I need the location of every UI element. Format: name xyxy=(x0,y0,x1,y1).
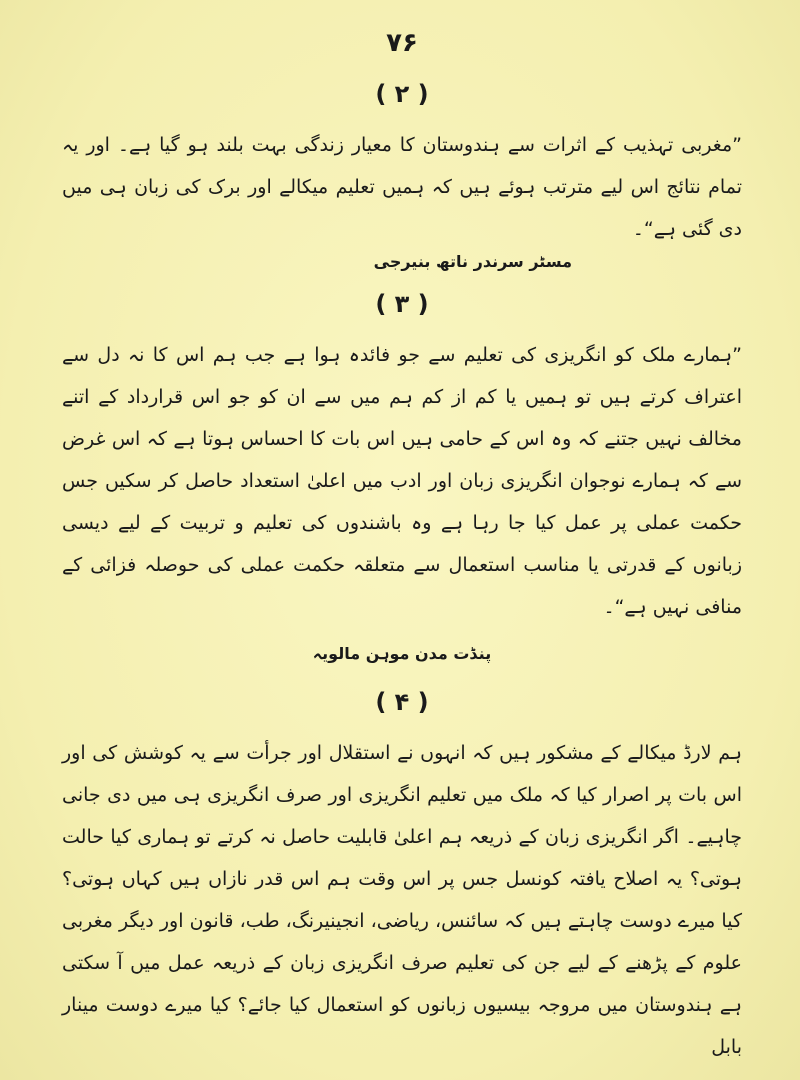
section-heading: ( ۲ ) xyxy=(375,80,429,108)
quote-paragraph: ”ہمارے ملک کو انگریزی کی تعلیم سے جو فائدہ ہوا ہے جب ہم اس کا نہ دل سے اعتراف کرتے ہیں تو ہمیں یا کم از کم ہم میں سے ان کو جو اس قرارداد کے اتنے مخالف نہیں جتنے کہ وہ اس کے حامی ہیں اس بات کا احساس ہوتا ہے کہ اس غرض سے کہ ہمارے نوجوان انگریزی زبان اور ادب میں اعلیٰ استعداد حاصل کر سکیں جس حکمت عملی پر عمل کیا جا رہا ہے وہ باشندوں کی تعلیم و تربیت کے لیے دیسی زبانوں کے قدرتی یا مناسب استعمال سے متعلقہ حکمت عملی کی حوصلہ فزائی کے منافی نہیں ہے“۔ xyxy=(62,344,742,618)
quote-paragraph: ”مغربی تہذیب کے اثرات سے ہندوستان کا معیار زندگی بہت بلند ہو گیا ہے۔ اور یہ تمام نتائج اس لیے مترتب ہوئے ہیں کہ ہمیں تعلیم میکالے اور برک کی زبان ہی میں دی گئی ہے“۔ xyxy=(62,134,742,240)
section-3 xyxy=(62,290,742,674)
quote-attribution: پنڈت مدن موہن مالویہ xyxy=(312,644,492,663)
body-paragraph: ہم لارڈ میکالے کے مشکور ہیں کہ انہوں نے استقلال اور جرأت سے یہ کوشش کی اور اس بات پر اصرار کیا کہ ملک میں تعلیم انگریزی اور صرف انگریزی ہی میں دی جانی چاہیے۔ اگر انگریزی زبان کے ذریعہ ہم اعلیٰ قابلیت حاصل نہ کرتے تو ہماری کیا حالت ہوتی؟ یہ اصلاح یافتہ کونسل جس پر اس وقت ہم اس قدر نازاں ہیں کہاں ہوتی؟ کیا میرے دوست چاہتے ہیں کہ سائنس، ریاضی، انجینیرنگ، طب، قانون اور دیگر مغربی علوم کے پڑھنے کے لیے جن کی تعلیم صرف انگریزی زبان کے ذریعہ عمل میں آ سکتی ہے ہندوستان میں مروجہ بیسیوں زبانوں کو استعمال کیا جائے؟ کیا میرے دوست مینار بابل xyxy=(62,742,742,1058)
section-heading: ( ۳ ) xyxy=(375,290,429,318)
page-number: ۷۶ xyxy=(386,28,418,58)
section-4 xyxy=(62,688,742,1068)
section-2 xyxy=(62,80,742,282)
quote-attribution: مسٹر سرندر ناتھ بنیرجی xyxy=(373,252,572,271)
section-heading: ( ۴ ) xyxy=(375,688,429,716)
